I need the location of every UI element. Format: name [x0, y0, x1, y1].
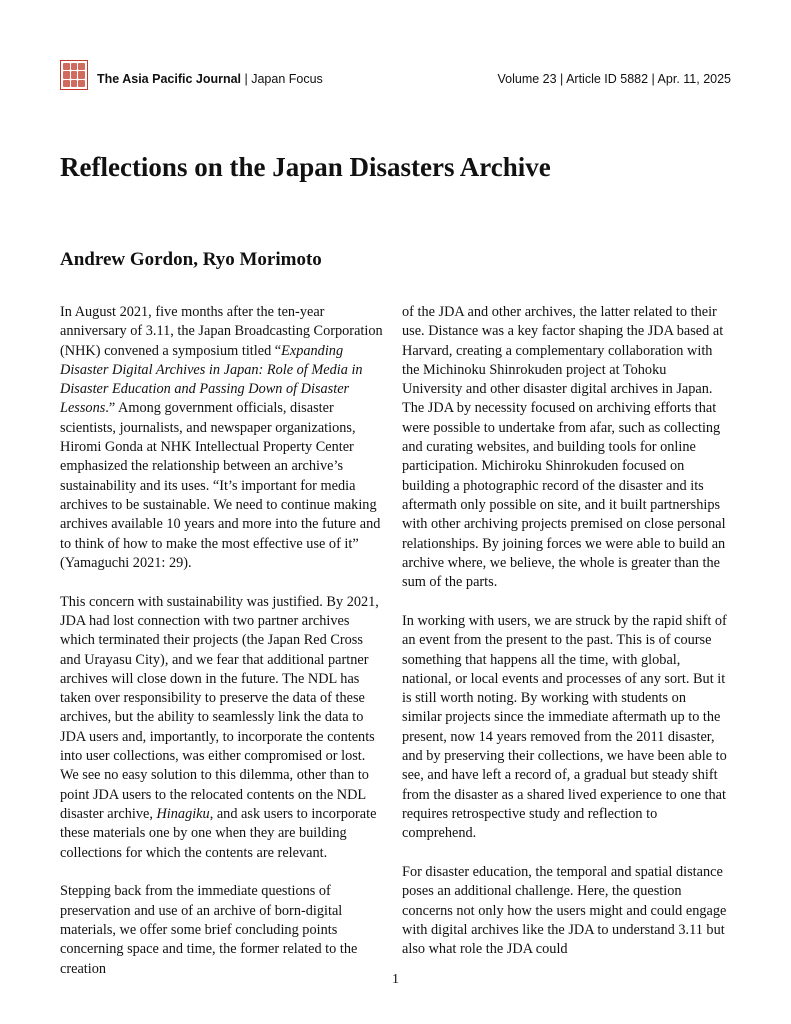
archive-name-italic: Hinagiku [156, 805, 210, 822]
journal-separator: | [241, 72, 252, 86]
issue-info: Volume 23 | Article ID 5882 | Apr. 11, 2025 [497, 72, 731, 86]
symposium-title-italic: Expanding Disaster Digital Archives in Japan: Role of Media in Disaster Education and Passing Down of Disaster Lessons [60, 342, 363, 417]
left-column [60, 303, 387, 979]
paragraph-text: , and ask users to incorporate these materials one by one when they are building collections for which the contents are relevant. [60, 805, 377, 861]
paragraph [60, 593, 387, 863]
paragraph: For disaster education, the temporal and spatial distance poses an additional challenge. Here, the question concerns not only how the users might and could engage with digital archives like the JDA to understand 3.11 but also what role the JDA could [402, 864, 727, 958]
page-header [60, 60, 731, 92]
journal-seal-logo [60, 60, 88, 90]
paragraph [60, 303, 387, 573]
paragraph: Stepping back from the immediate questions of preservation and use of an archive of born-digital materials, we offer some brief concluding points concerning space and time, the former related to the creation [60, 883, 358, 977]
journal-title [97, 72, 323, 86]
article-title: Reflections on the Japan Disasters Archive [60, 152, 551, 182]
right-column [402, 303, 729, 960]
paragraph: In working with users, we are struck by the rapid shift of an event from the present to the past. This is of course something that happens all the time, with global, national, or local events and processes of any sort. But it is still worth noting. By working with students on similar projects since the immediate aftermath up to the present, now 14 years removed from the 2011 disaster, and by preserving their collections, we have been able to see, and have left a record of, a gradual but steady shift from the disaster as a shared lived experience to one that requires retrospective study and reflection to comprehend. [402, 612, 727, 842]
paragraph-text: .” Among government officials, disaster scientists, journalists, and newspaper organizations, Hiromi Gonda at NHK Intellectual Property Center emphasized the relationship between an archive’s sustainability and its uses. “It’s important for media archives to be sustainable. We need to continue making archives available 10 years and more into the future and to think of how to make the most effective use of it” (Yamaguchi 2021: 29). [60, 400, 381, 571]
paragraph-text: This concern with sustainability was justified. By 2021, JDA had lost connection with two partner archives which terminated their projects (the Japan Red Cross and Urayasu City), and we fear that additional partner archives will close down in the future. The NDL has taken over responsibility to preserve the data of these archives, but the ability to seamlessly link the data to JDA users and, importantly, to incorporate the contents into user collections, was either compromised or lost. We see no easy solution to this dilemma, other than to point JDA users to the relocated contents on the NDL disaster archive, [60, 593, 379, 822]
article-authors: Andrew Gordon, Ryo Morimoto [60, 249, 322, 270]
paragraph: of the JDA and other archives, the latter related to their use. Distance was a key factor shaping the JDA based at Harvard, creating a complementary collaboration with the Michinoku Shinrokuden project at Tohoku University and other disaster digital archives in Japan. The JDA by necessity focused on archiving efforts that were possible to undertake from afar, such as collecting and curating websites, and building tools for online participation. Michiroku Shinrokuden focused on building a photographic record of the disaster and its aftermath only possible on site, and it built partnerships with other archiving projects premised on close personal relationships. By joining forces we were able to build an archive where, we believe, the whole is greater than the sum of the parts. [402, 304, 726, 591]
paragraph-text: In August 2021, five months after the ten-year anniversary of 3.11, the Japan Broadcasting Corporation (NHK) convened a symposium titled “ [60, 304, 383, 359]
page-number: 1 [392, 972, 399, 987]
journal-subtitle: Japan Focus [251, 72, 323, 86]
journal-name: The Asia Pacific Journal [97, 72, 242, 86]
